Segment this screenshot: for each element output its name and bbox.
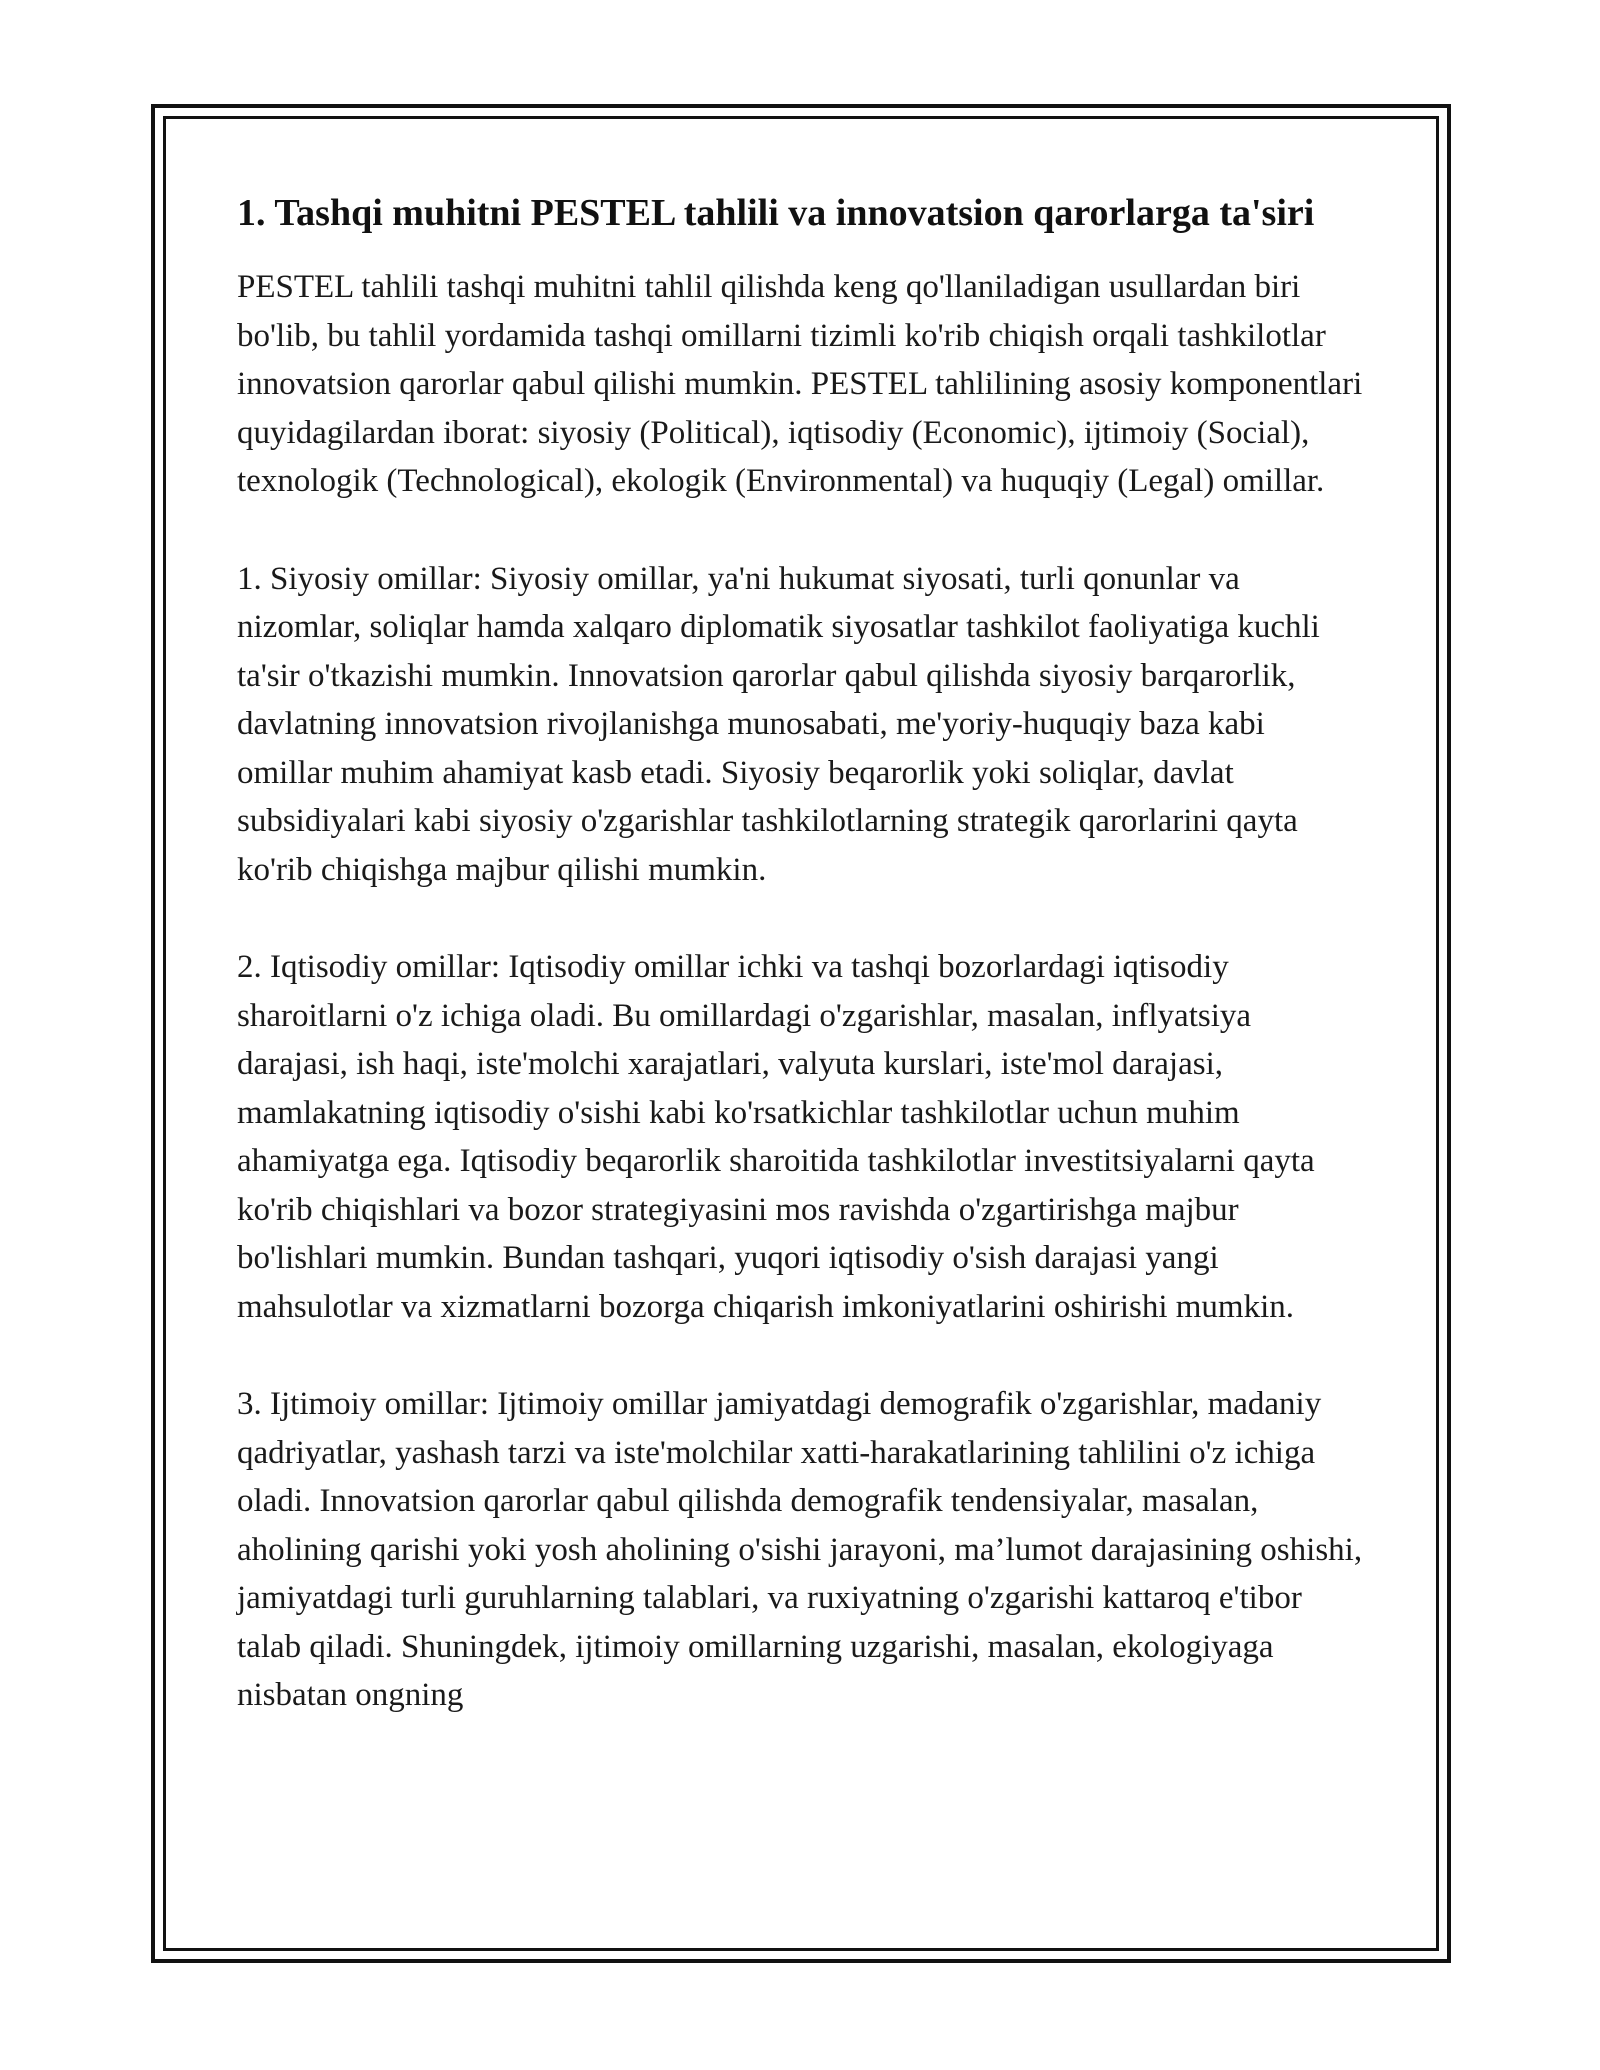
paragraph-intro: PESTEL tahlili tashqi muhitni tahlil qilishda keng qo'llaniladigan usullardan biri bo'lib, bu tahlil yordamida tashqi omillarni tizimli ko'rib chiqish orqali tashkilotlar innovatsion qarorlar qabul qilishi mumkin. PESTEL tahlilining asosiy komponentlari quyidagilardan iborat: siyosiy (Political), iqtisodiy (Economic), ijtimoiy (Social), texnologik (Technological), ekologik (Environmental) va huquqiy (Legal) omillar. — [237, 269, 1363, 499]
paragraph-social-factors: 3. Ijtimoiy omillar: Ijtimoiy omillar jamiyatdagi demografik o'zgarishlar, madaniy qadriyatlar, yashash tarzi va iste'molchilar xatti-harakatlarining tahlilini o'z ichiga oladi. Innovatsion qarorlar qabul qilishda demografik tendensiyalar, masalan, aholining qarishi yoki yosh aholining o'sishi jarayoni, ma’lumot darajasining oshishi, jamiyatdagi turli guruhlarning talablari, va ruxiyatning o'zgarishi kattaroq e'tibor talab qiladi. Shuningdek, ijtimoiy omillarning uzgarishi, masalan, ekologiyaga nisbatan ongning — [237, 1386, 1363, 1713]
section-title: 1. Tashqi muhitni PESTEL tahlili va innovatsion qarorlarga ta'siri — [237, 192, 1315, 234]
paragraph-political-factors: 1. Siyosiy omillar: Siyosiy omillar, ya'ni hukumat siyosati, turli qonunlar va nizomlar, soliqlar hamda xalqaro diplomatik siyosatlar tashkilot faoliyatiga kuchli ta'sir o'tkazishi mumkin. Innovatsion qarorlar qabul qilishda siyosiy barqarorlik, davlatning innovatsion rivojlanishga munosabati, me'yoriy-huquqiy baza kabi omillar muhim ahamiyat kasb etadi. Siyosiy beqarorlik yoki soliqlar, davlat subsidiyalari kabi siyosiy o'zgarishlar tashkilotlarning strategik qarorlarini qayta ko'rib chiqishga majbur qilishi mumkin. — [237, 560, 1320, 888]
paragraph-economic-factors: 2. Iqtisodiy omillar: Iqtisodiy omillar ichki va tashqi bozorlardagi iqtisodiy sharoitlarni o'z ichiga oladi. Bu omillardagi o'zgarishlar, masalan, inflyatsiya darajasi, ish haqi, iste'molchi xarajatlari, valyuta kurslari, iste'mol darajasi, mamlakatning iqtisodiy o'sishi kabi ko'rsatkichlar tashkilotlar uchun muhim ahamiyatga ega. Iqtisodiy beqarorlik sharoitida tashkilotlar investitsiyalarni qayta ko'rib chiqishlari va bozor strategiyasini mos ravishda o'zgartirishga majbur bo'lishlari mumkin. Bundan tashqari, yuqori iqtisodiy o'sish darajasi yangi mahsulotlar va xizmatlarni bozorga chiqarish imkoniyatlarini oshirishi mumkin. — [237, 949, 1315, 1325]
document-body — [237, 186, 1367, 1720]
